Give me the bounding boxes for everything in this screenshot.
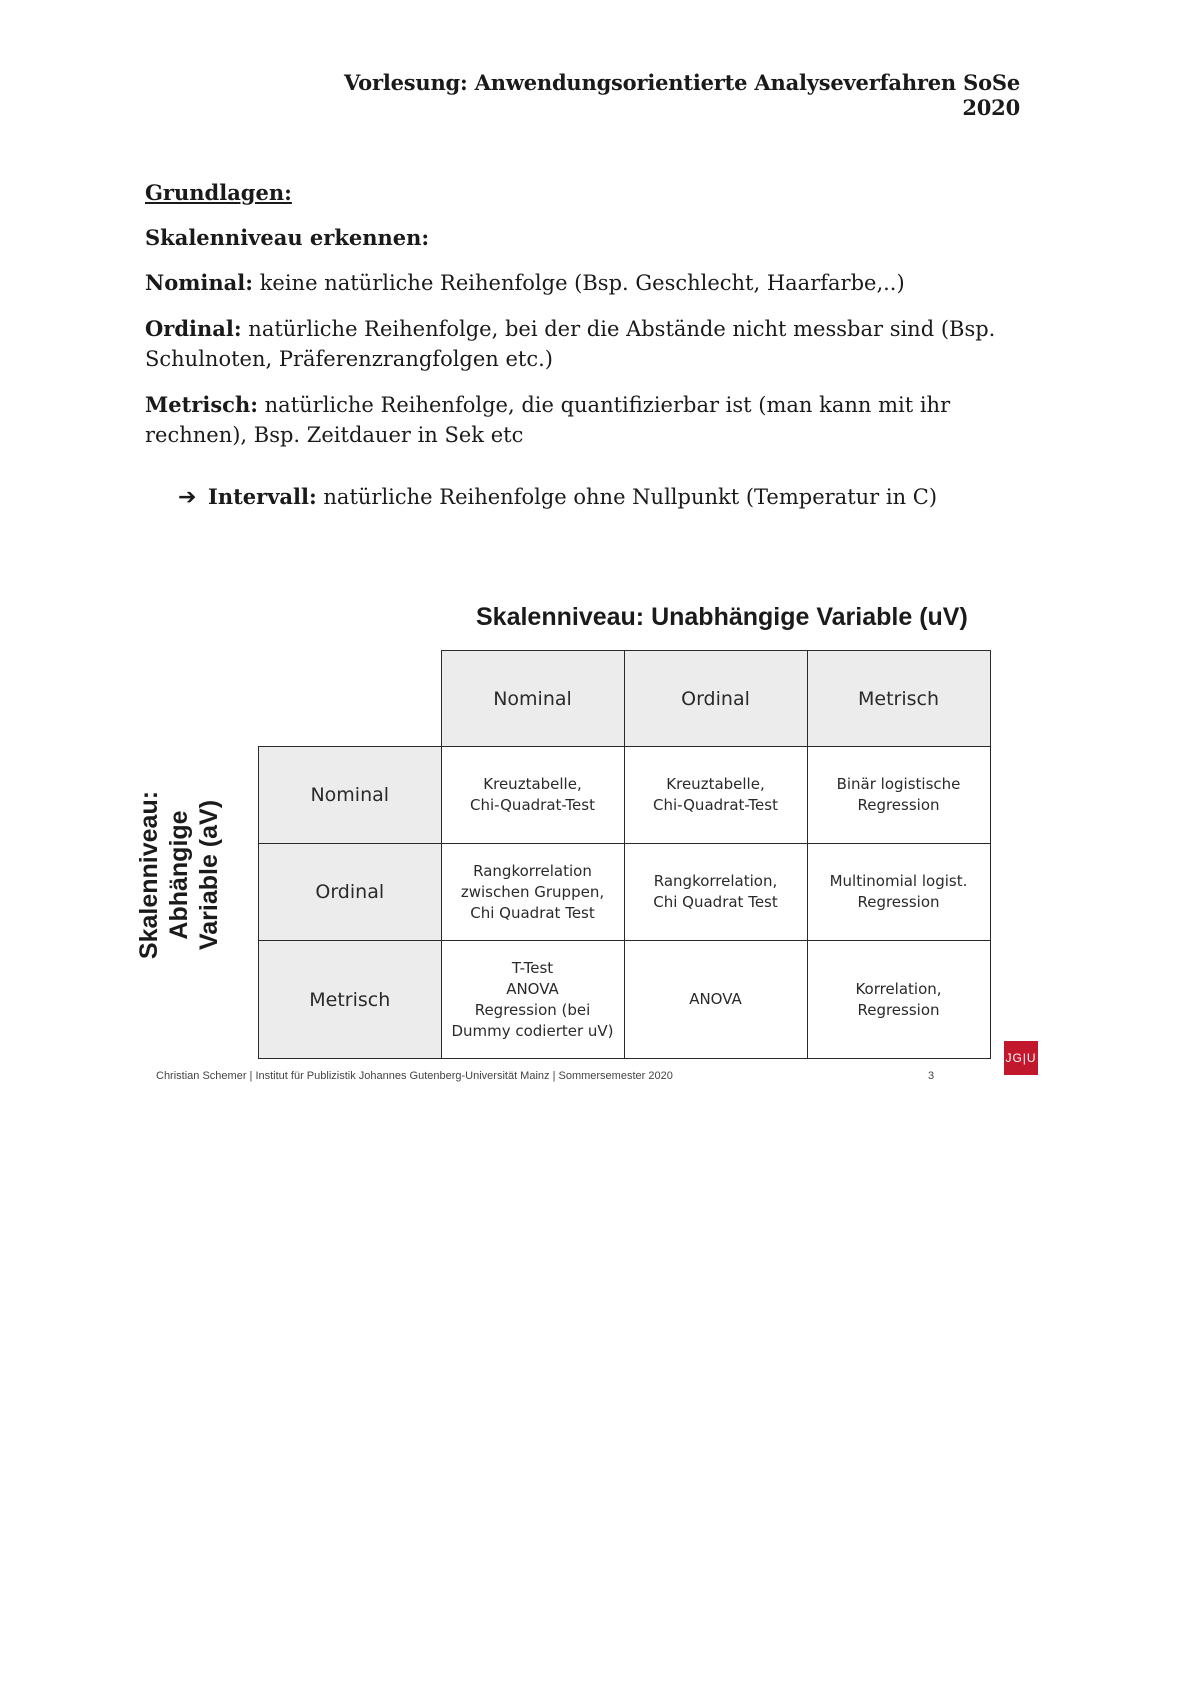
definition-ordinal — [145, 314, 1055, 374]
vertical-title — [135, 730, 223, 1020]
row-header: Metrisch — [259, 941, 442, 1059]
definition-text: keine natürliche Reihenfolge (Bsp. Geschlecht, Haarfarbe,..) — [253, 271, 905, 295]
column-header: Nominal — [441, 651, 624, 747]
section-title — [145, 178, 1055, 208]
definition-term: Nominal: — [145, 270, 254, 295]
subsection-title-text: Skalenniveau erkennen: — [145, 225, 430, 250]
definition-text: natürliche Reihenfolge, bei der die Abstände nicht messbar sind (Bsp. Schulnoten, Präferenzrangfolgen etc.) — [145, 317, 996, 371]
embedded-slide — [135, 575, 1062, 1095]
table-cell: Korrelation, Regression — [807, 941, 990, 1059]
vertical-title-line: Variable (aV) — [195, 799, 223, 951]
table-cell: Binär logistische Regression — [807, 747, 990, 844]
row-header: Ordinal — [259, 844, 442, 941]
row-header: Nominal — [259, 747, 442, 844]
column-header: Metrisch — [807, 651, 990, 747]
page-header: Vorlesung: Anwendungsorientierte Analyseverfahren SoSe 2020 — [344, 70, 1020, 120]
table-cell: Multinomial logist. Regression — [807, 844, 990, 941]
definition-nominal — [145, 268, 1055, 298]
scale-level-table — [258, 650, 991, 1059]
table-cell: Rangkorrelation, Chi Quadrat Test — [624, 844, 807, 941]
definition-intervall — [178, 482, 937, 513]
university-logo: JG|U — [1004, 1041, 1038, 1075]
vertical-title-line: Skalenniveau: Abhängige — [135, 790, 193, 960]
definition-term: Metrisch: — [145, 392, 258, 417]
table-cell: Rangkorrelation zwischen Gruppen, Chi Quadrat Test — [441, 844, 624, 941]
arrow-right-icon: ➔ — [178, 485, 197, 510]
table-corner — [259, 651, 442, 747]
definition-text: natürliche Reihenfolge, die quantifizierbar ist (man kann mit ihr rechnen), Bsp. Zeitdauer in Sek etc — [145, 393, 951, 447]
column-header: Ordinal — [624, 651, 807, 747]
table-row — [259, 747, 991, 844]
table-row — [259, 844, 991, 941]
definition-metrisch — [145, 390, 1055, 450]
table-cell: ANOVA — [624, 941, 807, 1059]
table-cell: Kreuztabelle, Chi-Quadrat-Test — [441, 747, 624, 844]
definition-text: natürliche Reihenfolge ohne Nullpunkt (Temperatur in C) — [316, 485, 938, 509]
subsection-title — [145, 223, 1055, 253]
definition-term: Intervall: — [208, 484, 317, 509]
definition-term: Ordinal: — [145, 316, 242, 341]
slide-title: Skalenniveau: Unabhängige Variable (uV) — [476, 603, 968, 631]
slide-footer: Christian Schemer | Institut für Publizistik Johannes Gutenberg-Universität Mainz | Sommersemester 2020 — [156, 1070, 673, 1082]
table-cell: Kreuztabelle, Chi-Quadrat-Test — [624, 747, 807, 844]
slide-page-number: 3 — [928, 1070, 935, 1082]
section-title-text: Grundlagen: — [145, 180, 292, 205]
table-row — [259, 941, 991, 1059]
table-cell: T-Test ANOVA Regression (bei Dummy codierter uV) — [441, 941, 624, 1059]
